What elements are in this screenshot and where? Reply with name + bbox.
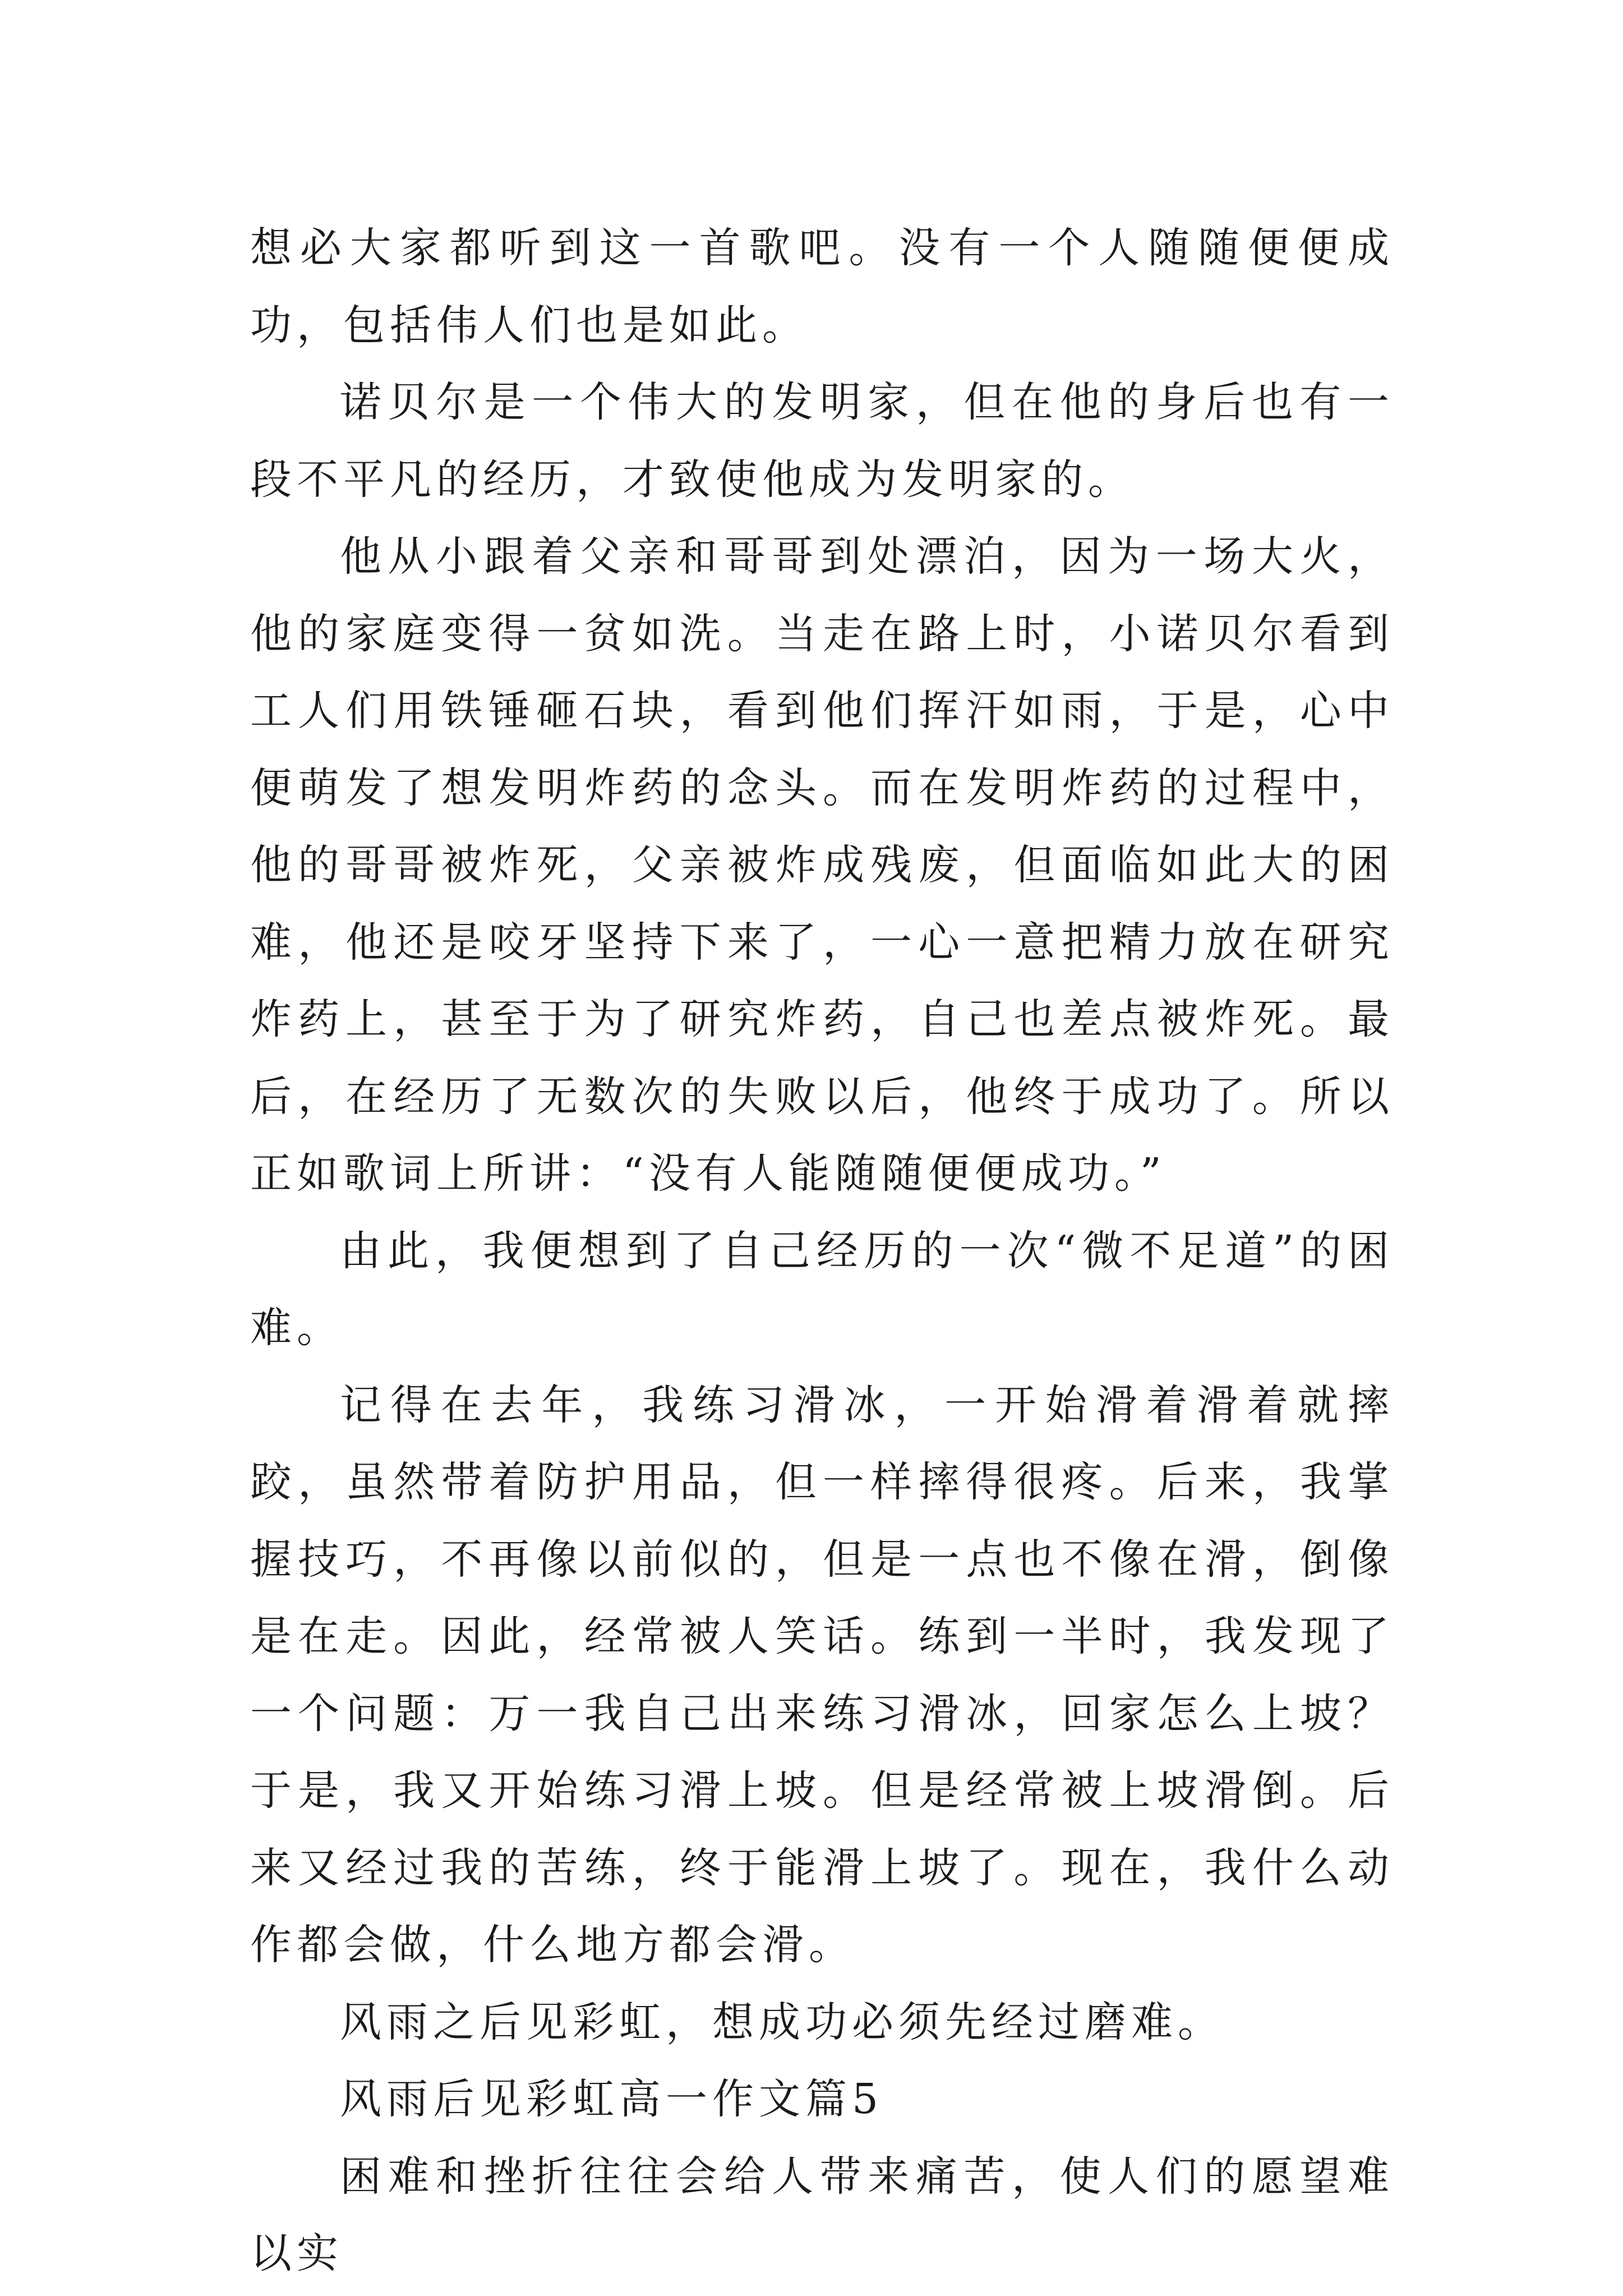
paragraph-5: 记得在去年，我练习滑冰，一开始滑着滑着就摔跤，虽然带着防护用品，但一样摔得很疼。后来，我掌握技巧，不再像以前似的，但是一点也不像在滑，倒像是在走。因此，经常被人笑话。练到一半时，我发现了一个问题：万一我自己出来练习滑冰，回家怎么上坡？于是，我又开始练习滑上坡。但是经常被上坡滑倒。后来又经过我的苦练，终于能滑上坡了。现在，我什么动作都会做，什么地方都会滑。 [250,1381,1394,1969]
paragraph-2: 诺贝尔是一个伟大的发明家，但在他的身后也有一段不平凡的经历，才致使他成为发明家的。 [250,378,1394,504]
document-body [250,210,1394,2293]
paragraph-4: 由此，我便想到了自己经历的一次“微不足道”的困难。 [250,1226,1394,1352]
paragraph-6: 风雨之后见彩虹，想成功必须先经过磨难。 [340,1998,1224,2046]
paragraph-1: 想必大家都听到这一首歌吧。没有一个人随随便便成功，包括伟人们也是如此。 [250,224,1394,349]
section-heading: 风雨后见彩虹高一作文篇5 [340,2075,884,2123]
paragraph-3: 他从小跟着父亲和哥哥到处漂泊，因为一场大火，他的家庭变得一贫如洗。当走在路上时，小诺贝尔看到工人们用铁锤砸石块，看到他们挥汗如雨，于是，心中便萌发了想发明炸药的念头。而在发明炸药的过程中，他的哥哥被炸死，父亲被炸成残废，但面临如此大的困难，他还是咬牙坚持下来了，一心一意把精力放在研究炸药上，甚至于为了研究炸药，自己也差点被炸死。最后，在经历了无数次的失败以后，他终于成功了。所以正如歌词上所讲：“没有人能随随便便成功。” [250,532,1394,1198]
paragraph-7: 困难和挫折往往会给人带来痛苦，使人们的愿望难以实 [250,2152,1394,2277]
